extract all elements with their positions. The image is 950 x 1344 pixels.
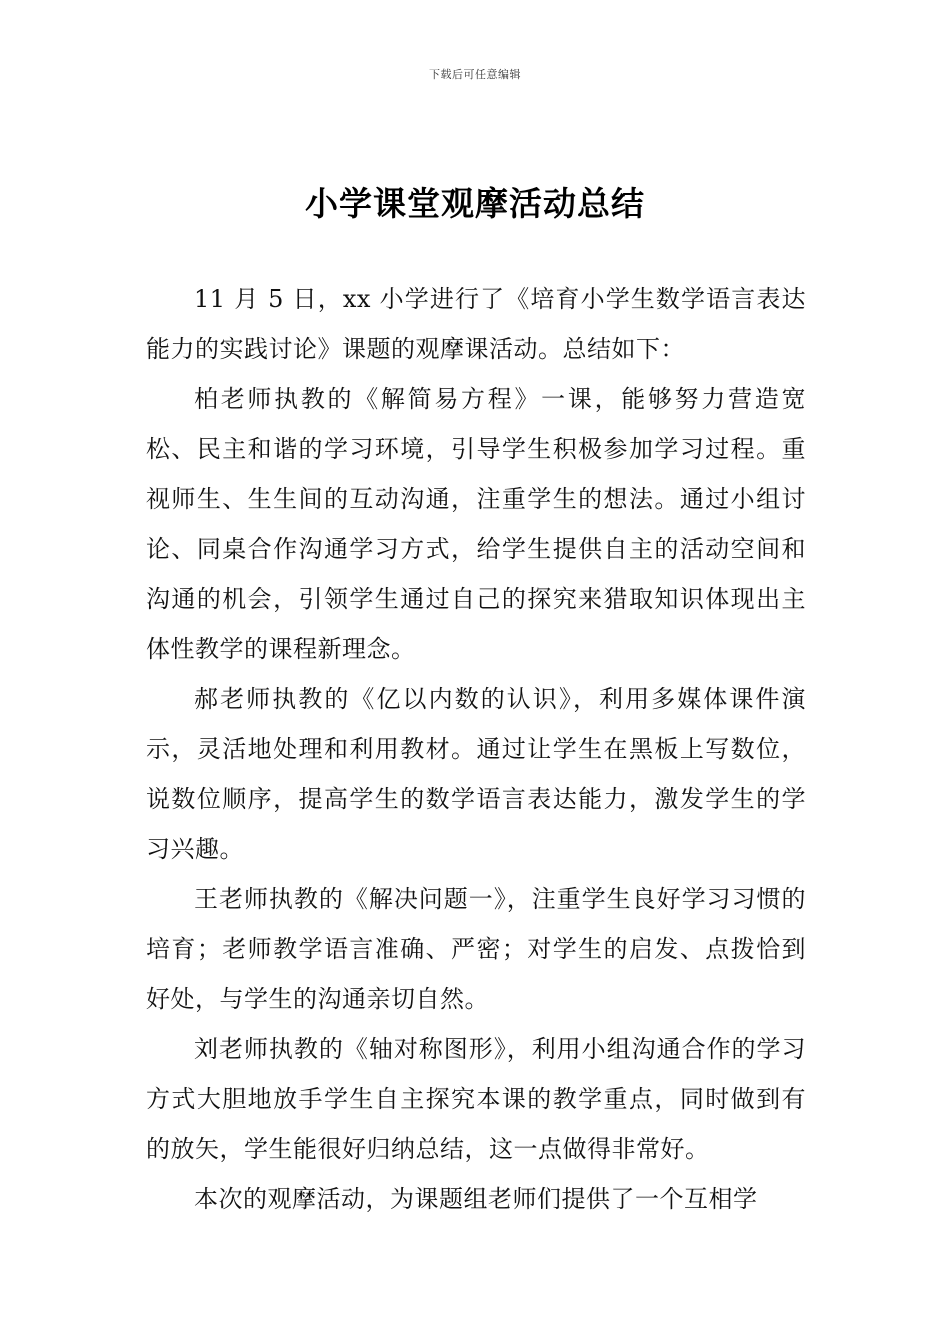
header-note: 下载后可任意编辑 (429, 68, 521, 81)
paragraph-intro: 11 月 5 日，xx 小学进行了《培育小学生数学语言表达能力的实践讨论》课题的观摩课活动。总结如下： (146, 285, 806, 363)
document-body (146, 274, 806, 1224)
document-title: 小学课堂观摩活动总结 (305, 184, 645, 223)
paragraph-teacher-hao: 郝老师执教的《亿以内数的认识》，利用多媒体课件演示，灵活地处理和利用教材。通过让学生在黑板上写数位，说数位顺序，提高学生的数学语言表达能力，激发学生的学习兴趣。 (146, 685, 806, 863)
paragraph-conclusion: 本次的观摩活动，为课题组老师们提供了一个互相学 (194, 1185, 758, 1213)
paragraph-teacher-bai: 柏老师执教的《解简易方程》一课，能够努力营造宽松、民主和谐的学习环境，引导学生积极参加学习过程。重视师生、生生间的互动沟通，注重学生的想法。通过小组讨论、同桌合作沟通学习方式，给学生提供自主的活动空间和沟通的机会，引领学生通过自己的探究来猎取知识体现出主体性教学的课程新理念。 (146, 385, 806, 663)
paragraph-teacher-wang: 王老师执教的《解决问题一》，注重学生良好学习习惯的培育；老师教学语言准确、严密；对学生的启发、点拨恰到好处，与学生的沟通亲切自然。 (146, 885, 806, 1013)
paragraph-teacher-liu: 刘老师执教的《轴对称图形》，利用小组沟通合作的学习方式大胆地放手学生自主探究本课的教学重点，同时做到有的放矢，学生能很好归纳总结，这一点做得非常好。 (146, 1035, 806, 1163)
